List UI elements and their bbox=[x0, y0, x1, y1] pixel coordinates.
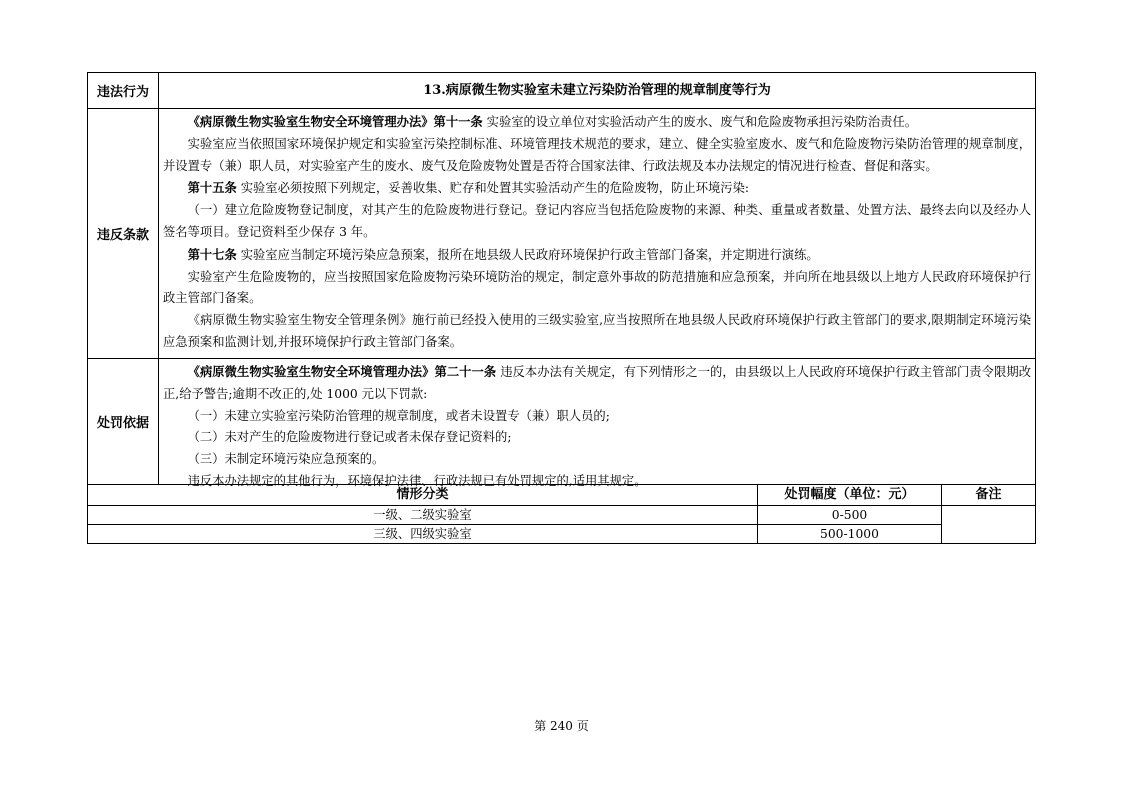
clause-text: 实验室产生危险废物的，应当按照国家危险废物污染环境防治的规定，制定意外事故的防范措施和应急预案，并向所在地县级以上地方人民政府环境保护行政主管部门备案。 bbox=[163, 269, 1031, 306]
clause-text: 实验室必须按照下列规定，妥善收集、贮存和处置其实验活动产生的危险废物，防止环境污染: bbox=[236, 181, 750, 196]
clause-text: （一）建立危险废物登记制度，对其产生的危险废物进行登记。登记内容应当包括危险废物的来源、种类、重量或者数量、处置方法、最终去向以及经办人签名等项目。登记资料至少保存 3 年。 bbox=[163, 203, 1031, 239]
clause-heading: 第十七条 bbox=[187, 246, 237, 262]
clause-paragraph bbox=[163, 449, 1031, 471]
clause-text: 实验室应当依照国家环境保护规定和实验室污染控制标准、环境管理技术规范的要求，建立、健全实验室废水、废气和危险废物污染防治管理的规章制度，并设置专（兼）职人员，对实验室产生的废水、废气及危险废物处置是否符合国家法律、行政法规及本办法规定的情况进行检查、督促和落实。 bbox=[163, 136, 1031, 173]
header-category: 情形分类 bbox=[88, 485, 758, 505]
penalty-basis-row bbox=[88, 359, 1035, 488]
clause-text: 实验室应当制定环境污染应急预案，报所在地县级人民政府环境保护行政主管部门备案，并定期进行演练。 bbox=[236, 247, 819, 262]
clause-text: 违反本办法规定的其他行为，环境保护法律、行政法规已有处罚规定的,适用其规定。 bbox=[187, 473, 647, 488]
clause-text: 实验室的设立单位对实验活动产生的废水、废气和危险废物承担污染防治责任。 bbox=[482, 115, 918, 129]
regulation-table bbox=[87, 72, 1036, 544]
header-range: 处罚幅度（单位：元） bbox=[758, 485, 942, 505]
clause-text: （二）未对产生的危险废物进行登记或者未保存登记资料的; bbox=[187, 430, 512, 445]
clause-text: 《病原微生物实验室生物安全管理条例》施行前已经投入使用的三级实验室,应当按照所在地县级人民政府环境保护行政主管部门的要求,限期制定环境污染应急预案和监测计划,并报环境保护行政主管部门备案。 bbox=[163, 313, 1031, 349]
clause-heading: 第十五条 bbox=[187, 180, 237, 196]
row-range: 0-500 bbox=[831, 508, 868, 522]
violation-row bbox=[88, 73, 1035, 109]
clause-paragraph bbox=[163, 134, 1031, 178]
clause-paragraph bbox=[163, 406, 1031, 428]
clause-paragraph bbox=[163, 427, 1031, 449]
violated-clauses-row bbox=[88, 109, 1035, 359]
penalty-basis-content bbox=[159, 359, 1035, 488]
violation-label: 违法行为 bbox=[88, 73, 159, 108]
clause-text: （一）未建立实验室污染防治管理的规章制度，或者未设置专（兼）职人员的; bbox=[187, 408, 610, 423]
penalty-range-table bbox=[88, 485, 1035, 543]
violated-clauses-content bbox=[159, 109, 1035, 358]
clause-text: 违反本办法有关规定，有下列情形之一的，由县级以上人民政府环境保护行政主管部门责令限期改正,给予警告;逾期不改正的,处 1000 元以下罚款: bbox=[163, 365, 1031, 401]
clause-paragraph bbox=[163, 267, 1031, 311]
clause-heading: 《病原微生物实验室生物安全环境管理办法》第二十一条 bbox=[187, 364, 497, 379]
penalty-table-body bbox=[88, 506, 1035, 543]
clause-paragraph bbox=[163, 200, 1031, 244]
row-category: 三级、四级实验室 bbox=[88, 525, 758, 543]
clause-paragraph bbox=[163, 361, 1031, 406]
row-category: 一级、二级实验室 bbox=[88, 506, 758, 524]
table-row bbox=[88, 506, 941, 525]
clause-paragraph bbox=[163, 244, 1031, 267]
row-range: 500-1000 bbox=[820, 527, 879, 541]
clause-paragraph bbox=[163, 111, 1031, 134]
table-row bbox=[88, 525, 941, 543]
penalty-basis-label: 处罚依据 bbox=[88, 359, 159, 484]
penalty-table-header bbox=[88, 485, 1035, 506]
violation-title: 13.病原微生物实验室未建立污染防治管理的规章制度等行为 bbox=[423, 82, 771, 98]
clause-text: （三）未制定环境污染应急预案的。 bbox=[187, 452, 385, 467]
page-number: 第 240 页 bbox=[534, 719, 589, 733]
header-remarks: 备注 bbox=[975, 487, 1002, 502]
clause-heading: 《病原微生物实验室生物安全环境管理办法》第十一条 bbox=[187, 114, 483, 129]
clause-paragraph bbox=[163, 177, 1031, 200]
remarks-cell bbox=[942, 506, 1035, 543]
clause-paragraph bbox=[163, 310, 1031, 354]
violated-clauses-label: 违反条款 bbox=[88, 109, 159, 358]
